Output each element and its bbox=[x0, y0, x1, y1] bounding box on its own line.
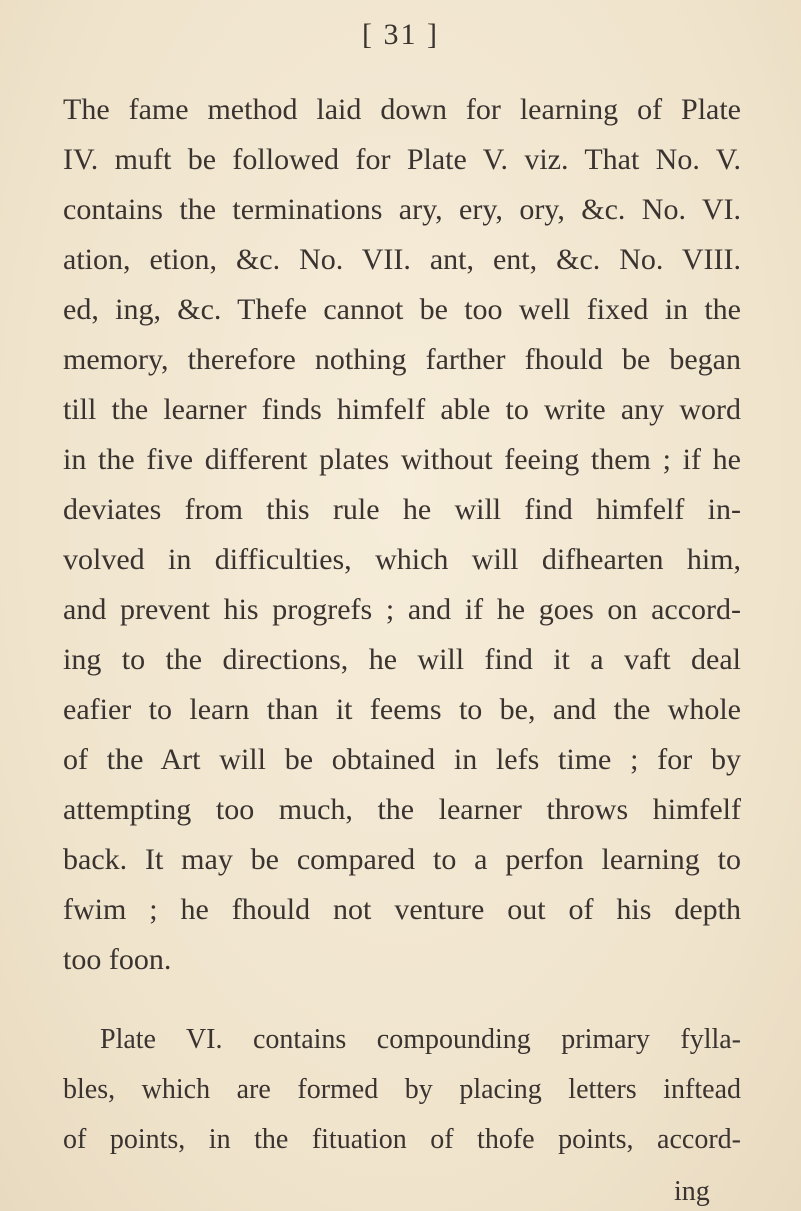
page-number-value: 31 bbox=[383, 18, 418, 51]
text-line: fwim ; he fhould not venture out of his depth bbox=[63, 893, 741, 926]
text-line: memory, therefore nothing farther fhould be began bbox=[63, 343, 741, 376]
text-line: ed, ing, &c. Thefe cannot be too well fixed in the bbox=[63, 293, 741, 326]
text-line: and prevent his progrefs ; and if he goes on accord- bbox=[63, 593, 741, 626]
text-line: in the five different plates without feeing them ; if he bbox=[63, 443, 741, 476]
text-line: too foon. bbox=[63, 943, 172, 976]
page-number bbox=[0, 18, 801, 52]
text-line: deviates from this rule he will find himfelf in- bbox=[63, 493, 741, 526]
page-number-close-bracket: ] bbox=[427, 18, 439, 51]
text-line: of points, in the fituation of thofe points, accord- bbox=[63, 1124, 741, 1155]
text-line: IV. muft be followed for Plate V. viz. That No. V. bbox=[63, 143, 741, 176]
text-line: contains the terminations ary, ery, ory, &c. No. VI. bbox=[63, 193, 741, 226]
text-line: ing to the directions, he will find it a vaft deal bbox=[63, 643, 741, 676]
text-line: eafier to learn than it feems to be, and the whole bbox=[63, 693, 741, 726]
catchword: ing bbox=[674, 1176, 710, 1207]
text-line: back. It may be compared to a perfon learning to bbox=[63, 843, 741, 876]
text-line: bles, which are formed by placing letters inftead bbox=[63, 1074, 741, 1105]
text-line: Plate VI. contains compounding primary fylla- bbox=[100, 1024, 741, 1055]
text-line: ation, etion, &c. No. VII. ant, ent, &c. No. VIII. bbox=[63, 243, 741, 276]
text-line: volved in difficulties, which will difhearten him, bbox=[63, 543, 741, 576]
text-line: attempting too much, the learner throws himfelf bbox=[63, 793, 741, 826]
text-line: till the learner finds himfelf able to write any word bbox=[63, 393, 741, 426]
page-number-open-bracket: [ bbox=[362, 18, 374, 51]
text-line: of the Art will be obtained in lefs time ; for by bbox=[63, 743, 741, 776]
text-line: The fame method laid down for learning of Plate bbox=[63, 93, 741, 126]
